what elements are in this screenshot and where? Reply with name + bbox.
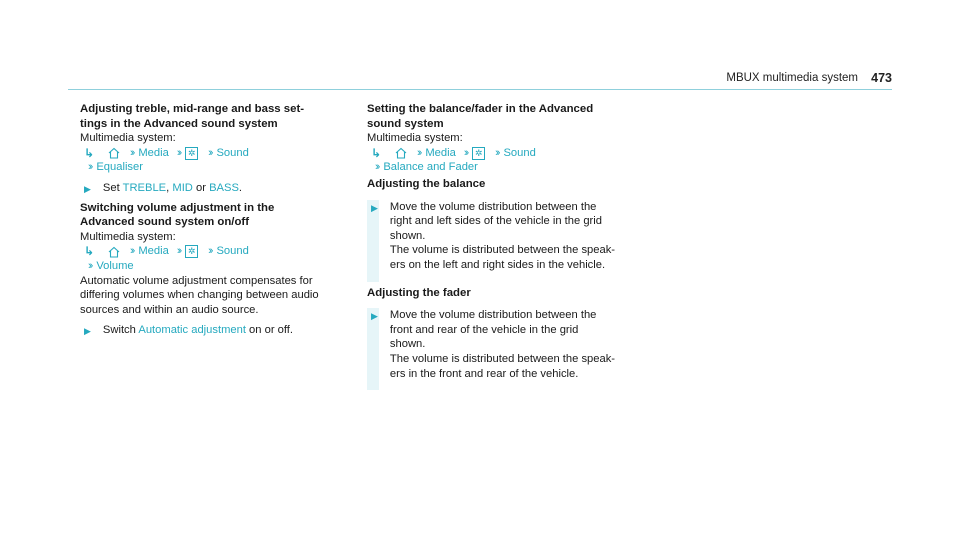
path-media[interactable]: Media — [425, 146, 456, 159]
subsection-title-fader: Adjusting the fader — [367, 286, 471, 299]
path-sound[interactable]: Sound — [216, 146, 249, 159]
menu-path-label: Multimedia system: — [80, 132, 176, 145]
path-volume[interactable]: Volume — [96, 259, 134, 272]
option-bass[interactable]: BASS — [209, 181, 239, 194]
menu-path-volume-2 — [80, 259, 366, 274]
chevron-right-icon: ›› — [176, 146, 181, 159]
chevron-right-icon: ›› — [88, 161, 92, 174]
step-switch-auto: ▶ Switch Automatic adjustment on or off. — [80, 323, 366, 339]
chevron-right-icon: ›› — [495, 146, 499, 159]
left-column — [80, 102, 366, 339]
step-triangle-icon: ▶ — [84, 183, 91, 194]
right-column — [367, 102, 653, 390]
section-title-volume: Switching volume adjustment in the Advanced sound system on/off — [80, 201, 275, 229]
option-automatic-adjustment[interactable]: Automatic adjustment — [138, 324, 246, 337]
home-icon — [108, 147, 120, 159]
path-media[interactable]: Media — [138, 245, 169, 258]
chevron-right-icon: ›› — [208, 245, 212, 258]
section-title-balance-fader: Setting the balance/fader in the Advanced sound system — [367, 103, 594, 130]
step-triangle-icon: ▶ — [84, 326, 91, 337]
chevron-right-icon: ›› — [208, 146, 212, 159]
menu-path-label: Multimedia system: — [80, 230, 176, 243]
page-number: 473 — [871, 71, 892, 85]
option-treble[interactable]: TREBLE — [122, 181, 167, 194]
step-fader: ▶ Move the volume distribution between the front and rear of the vehicle in the grid shown. The volume is distributed between the speak- ers in the front and rear of the vehicle. — [367, 308, 653, 390]
menu-path-balance — [367, 146, 653, 161]
path-arrow-icon: ↳ — [84, 145, 95, 160]
home-icon — [108, 246, 120, 258]
menu-path-volume — [80, 244, 366, 259]
subsection-title-balance: Adjusting the balance — [367, 177, 486, 190]
path-sound[interactable]: Sound — [503, 146, 536, 159]
menu-path-label: Multimedia system: — [367, 132, 463, 145]
chevron-right-icon: ›› — [88, 259, 92, 272]
chevron-right-icon: ›› — [463, 146, 468, 159]
step-set-eq: ▶ Set TREBLE, MID or BASS. — [80, 181, 366, 197]
option-mid[interactable]: MID — [172, 181, 193, 194]
section-title-eq: Adjusting treble, mid-range and bass set- tings in the Advanced sound system — [80, 103, 305, 130]
header-rule — [68, 89, 892, 90]
step-balance: ▶ Move the volume distribution between the right and left sides of the vehicle in the grid shown. The volume is distributed between the speak- ers on the left and right sides in the vehicle. — [367, 200, 653, 282]
home-icon — [395, 147, 407, 159]
step-triangle-icon: ▶ — [371, 311, 378, 322]
chevron-right-icon: ›› — [375, 161, 379, 174]
path-balance-and-fader[interactable]: Balance and Fader — [383, 161, 478, 174]
header-title: MBUX multimedia system — [726, 72, 858, 84]
chevron-right-icon: ›› — [130, 146, 134, 159]
settings-icon: ✲ — [472, 147, 485, 160]
menu-path-eq — [80, 146, 366, 161]
path-sound[interactable]: Sound — [216, 245, 249, 258]
path-equaliser[interactable]: Equaliser — [96, 161, 143, 174]
settings-icon: ✲ — [185, 245, 198, 258]
settings-icon: ✲ — [185, 147, 198, 160]
path-media[interactable]: Media — [138, 146, 169, 159]
path-arrow-icon: ↳ — [371, 145, 382, 160]
menu-path-balance-2 — [367, 160, 653, 175]
volume-description: Automatic volume adjustment compensates for differing volumes when changing between audio sources and within an audio source. — [80, 274, 319, 316]
chevron-right-icon: ›› — [176, 245, 181, 258]
step-triangle-icon: ▶ — [371, 202, 378, 213]
menu-path-eq-2 — [80, 160, 366, 175]
page-header — [726, 70, 892, 90]
chevron-right-icon: ›› — [130, 245, 134, 258]
path-arrow-icon: ↳ — [84, 244, 95, 259]
chevron-right-icon: ›› — [417, 146, 421, 159]
